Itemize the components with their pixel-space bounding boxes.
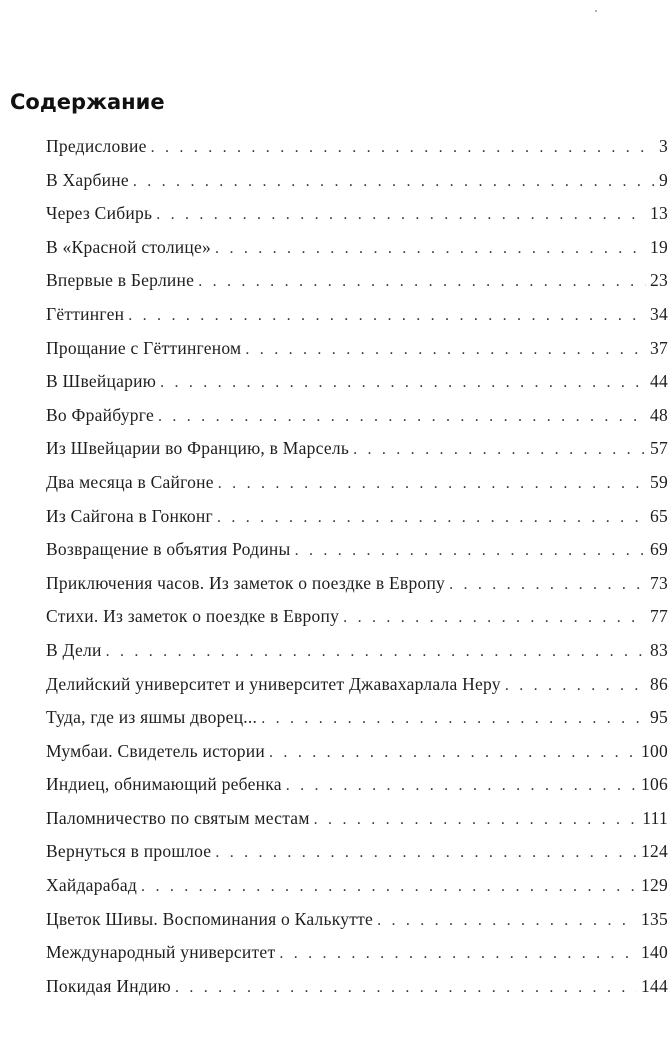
toc-list	[46, 136, 668, 1009]
toc-entry-title: Из Швейцарии во Францию, в Марсель	[46, 438, 350, 459]
toc-dot-leader	[198, 273, 646, 291]
toc-entry-title: Делийский университет и университет Джавахарлала Неру	[46, 673, 501, 694]
toc-page-number: 23	[650, 270, 668, 291]
toc-entry	[46, 606, 668, 640]
toc-entry	[46, 875, 668, 909]
toc-entry-title: Приключения часов. Из заметок о поездке в Европу	[46, 572, 446, 593]
toc-page-number: 95	[650, 707, 668, 728]
toc-entry	[46, 808, 668, 842]
toc-entry	[46, 472, 668, 506]
toc-dot-leader	[449, 576, 646, 594]
toc-entry-title: Покидая Индию	[46, 975, 171, 996]
toc-entry-title: Вернуться в прошлое	[46, 841, 212, 862]
toc-entry	[46, 304, 668, 338]
toc-entry	[46, 707, 668, 741]
toc-entry	[46, 539, 668, 573]
toc-page-number: 65	[650, 505, 668, 526]
toc-entry	[46, 841, 668, 875]
toc-page-number: 77	[650, 606, 668, 627]
toc-dot-leader	[261, 710, 646, 728]
toc-page-number: 57	[650, 438, 668, 459]
toc-entry-title: Прощание с Гёттингеном	[46, 337, 242, 358]
toc-entry	[46, 338, 668, 372]
toc-page-number: 106	[641, 774, 668, 795]
toc-dot-leader	[158, 408, 646, 426]
toc-dot-leader	[156, 206, 646, 224]
toc-page-number: 48	[650, 404, 668, 425]
toc-page-number: 59	[650, 471, 668, 492]
toc-entry	[46, 674, 668, 708]
toc-dot-leader	[279, 945, 637, 963]
page-speck	[595, 10, 597, 12]
toc-entry-title: Гёттинген	[46, 303, 125, 324]
toc-page-number: 13	[650, 203, 668, 224]
toc-dot-leader	[218, 475, 646, 493]
toc-page-number: 100	[641, 740, 668, 761]
toc-dot-leader	[377, 912, 637, 930]
toc-entry-title: В Харбине	[46, 169, 129, 190]
toc-dot-leader	[314, 811, 639, 829]
toc-entry-title: Возвращение в объятия Родины	[46, 539, 291, 560]
toc-entry-title: Два месяца в Сайгоне	[46, 471, 214, 492]
toc-page-number: 3	[659, 136, 668, 156]
toc-dot-leader	[343, 609, 646, 627]
toc-dot-leader	[353, 441, 646, 459]
toc-entry-title: Мумбаи. Свидетель истории	[46, 740, 266, 761]
toc-entry	[46, 909, 668, 943]
toc-page-number: 140	[641, 942, 668, 963]
toc-page-number: 135	[641, 908, 668, 929]
toc-entry	[46, 170, 668, 204]
toc-entry-title: Через Сибирь	[46, 203, 153, 224]
toc-dot-leader	[245, 341, 646, 359]
toc-dot-leader	[217, 509, 646, 527]
toc-entry-title: В Дели	[46, 639, 102, 660]
toc-entry-title: Цветок Шивы. Воспоминания о Калькутте	[46, 908, 374, 929]
toc-entry	[46, 573, 668, 607]
toc-entry-title: Хайдарабад	[46, 875, 138, 896]
toc-page-number: 124	[641, 841, 668, 862]
toc-dot-leader	[133, 173, 655, 191]
toc-dot-leader	[141, 878, 637, 896]
toc-entry-title: В Швейцарию	[46, 371, 157, 392]
toc-page-number: 73	[650, 572, 668, 593]
toc-entry	[46, 237, 668, 271]
toc-page-number: 129	[641, 875, 668, 896]
toc-entry-title: Впервые в Берлине	[46, 270, 195, 291]
toc-entry	[46, 203, 668, 237]
toc-entry	[46, 270, 668, 304]
toc-page-number: 34	[650, 303, 668, 324]
toc-entry-title: Предисловие	[46, 136, 147, 156]
toc-entry-title: Стихи. Из заметок о поездке в Европу	[46, 606, 340, 627]
toc-page-number: 111	[642, 807, 668, 828]
toc-entry	[46, 405, 668, 439]
toc-dot-leader	[151, 139, 655, 157]
toc-entry	[46, 371, 668, 405]
toc-entry-title: Международный университет	[46, 942, 276, 963]
toc-entry	[46, 438, 668, 472]
toc-dot-leader	[215, 240, 646, 258]
toc-page-number: 83	[650, 639, 668, 660]
toc-dot-leader	[269, 744, 637, 762]
toc-entry-title: Из Сайгона в Гонконг	[46, 505, 213, 526]
toc-dot-leader	[175, 979, 637, 997]
toc-dot-leader	[128, 307, 646, 325]
toc-entry-title: Туда, где из яшмы дворец...	[46, 707, 258, 728]
toc-page-number: 37	[650, 337, 668, 358]
toc-page-number: 19	[650, 236, 668, 257]
toc-dot-leader	[106, 643, 646, 661]
toc-entry	[46, 942, 668, 976]
toc-entry-title: Во Фрайбурге	[46, 404, 154, 425]
toc-dot-leader	[286, 777, 637, 795]
toc-entry-title: В «Красной столице»	[46, 236, 212, 257]
toc-entry	[46, 506, 668, 540]
toc-page-number: 144	[641, 975, 668, 996]
toc-dot-leader	[505, 677, 646, 695]
toc-page-number: 69	[650, 539, 668, 560]
toc-page-number: 86	[650, 673, 668, 694]
toc-dot-leader	[215, 844, 637, 862]
toc-entry	[46, 741, 668, 775]
toc-page-number: 44	[650, 371, 668, 392]
toc-entry	[46, 136, 668, 170]
toc-dot-leader	[295, 542, 646, 560]
toc-entry	[46, 976, 668, 1010]
toc-entry	[46, 640, 668, 674]
toc-page-number: 9	[659, 169, 668, 190]
toc-entry-title: Паломничество по святым местам	[46, 807, 310, 828]
toc-entry-title: Индиец, обнимающий ребенка	[46, 774, 282, 795]
toc-heading: Содержание	[10, 90, 165, 114]
toc-dot-leader	[160, 374, 646, 392]
toc-entry	[46, 774, 668, 808]
